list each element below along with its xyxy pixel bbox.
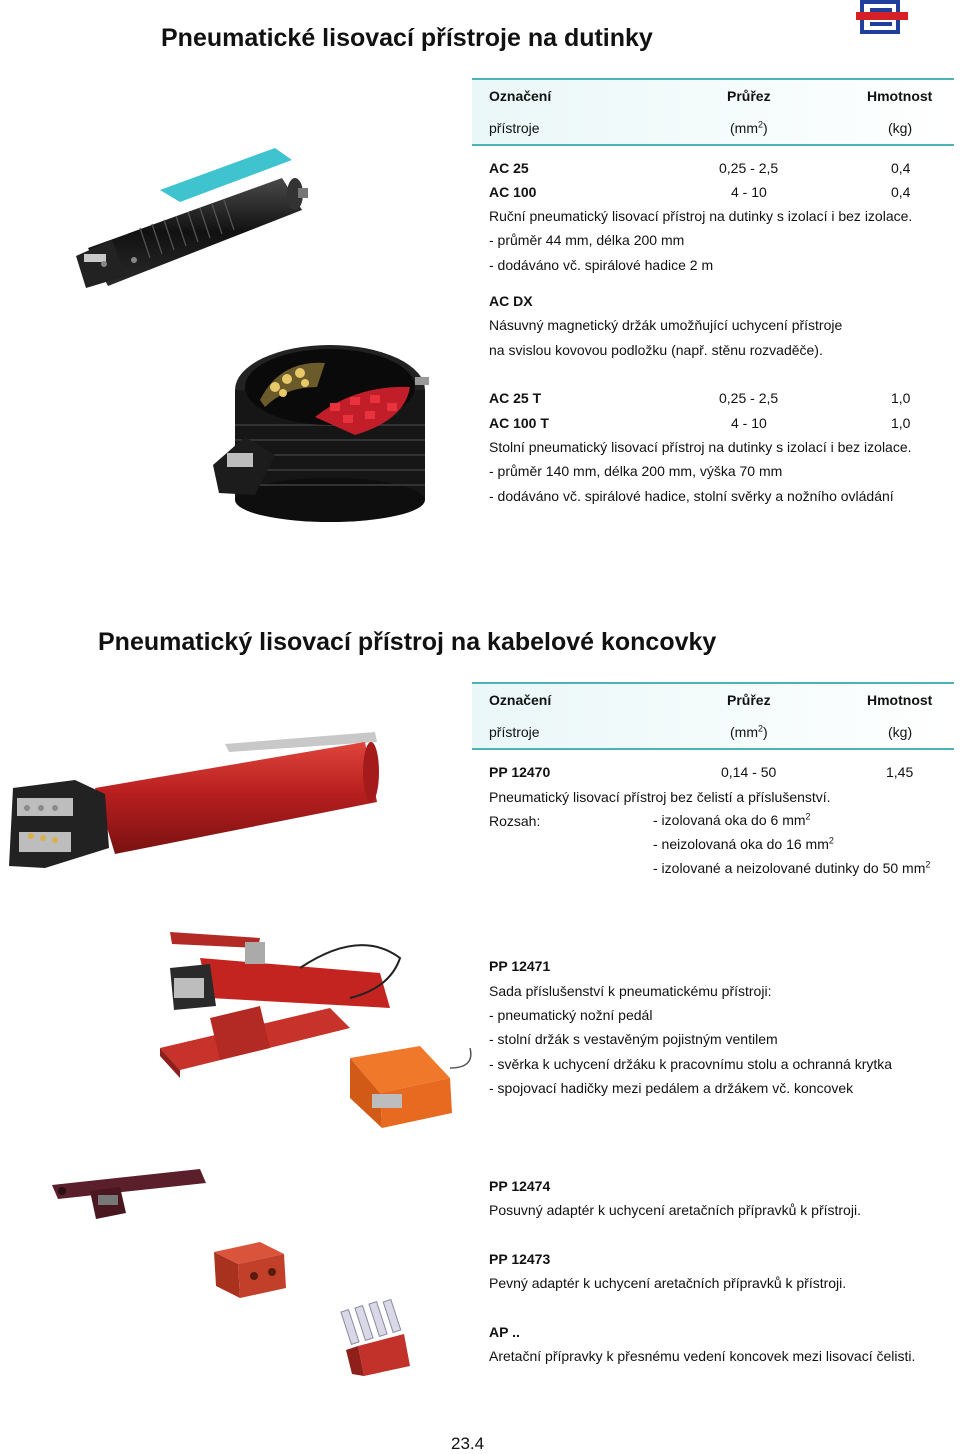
header-cross-section: Průřez <box>727 692 771 708</box>
product-name: AC DX <box>489 293 533 309</box>
header-weight: Hmotnost <box>867 88 933 104</box>
product-name: PP 12471 <box>489 958 551 974</box>
section1-title: Pneumatické lisovací přístroje na dutinky <box>161 24 653 52</box>
desc-line: - průměr 44 mm, délka 200 mm <box>489 232 685 248</box>
product-name: AC 100 T <box>489 415 549 431</box>
product-weight: 1,45 <box>886 764 914 780</box>
desc-line: Sada příslušenství k pneumatickému přístroji: <box>489 983 772 999</box>
product-name: AC 100 <box>489 184 537 200</box>
product-weight: 0,4 <box>891 184 911 200</box>
header-designation: Označení <box>489 692 552 708</box>
header-weight: Hmotnost <box>867 692 933 708</box>
section1-table-header <box>472 78 954 146</box>
product-name: AC 25 T <box>489 390 542 406</box>
cable-lug-crimper-image <box>5 728 385 878</box>
product-name: AC 25 <box>489 160 529 176</box>
sliding-adapter-image <box>50 1165 210 1235</box>
range-item: - izolovaná oka do 6 $mm^2$ <box>653 811 811 828</box>
header-designation-sub: přístroje <box>489 724 540 740</box>
product-name: PP 12470 <box>489 764 551 780</box>
desc-line: - dodáváno vč. spirálové hadice, stolní svěrky a nožního ovládání <box>489 488 894 504</box>
page-number: 23.4 <box>451 1434 485 1453</box>
section2-table-header <box>472 682 954 750</box>
product-range: 0,25 - 2,5 <box>719 160 779 176</box>
fixed-adapter-image <box>210 1238 290 1300</box>
desc-line: Stolní pneumatický lisovací přístroj na dutinky s izolací i bez izolace. <box>489 439 912 455</box>
company-logo <box>856 0 908 36</box>
product-range: 0,14 - 50 <box>721 764 777 780</box>
product-range: 4 - 10 <box>731 415 767 431</box>
desc-line: Pevný adaptér k uchycení aretačních přípravků k přístroji. <box>489 1275 847 1291</box>
product-weight: 1,0 <box>891 415 911 431</box>
product-name: PP 12474 <box>489 1178 551 1194</box>
product-name: AP .. <box>489 1324 520 1340</box>
desc-line: na svislou kovovou podložku (např. stěnu rozvaděče). <box>489 342 823 358</box>
desc-line: - stolní držák s vestavěným pojistným ventilem <box>489 1031 778 1047</box>
desc-line: - svěrka k uchycení držáku k pracovnímu stolu a ochranná krytka <box>489 1056 893 1072</box>
desc-line: Aretační přípravky k přesnému vedení koncovek mezi lisovací čelisti. <box>489 1348 916 1364</box>
header-cross-section-unit: $(mm^2)$ <box>730 723 768 740</box>
desc-line: - průměr 140 mm, délka 200 mm, výška 70 mm <box>489 463 783 479</box>
header-weight-unit: (kg) <box>888 120 913 136</box>
crimp-locator-image <box>338 1300 414 1378</box>
desc-line: Násuvný magnetický držák umožňující uchycení přístroje <box>489 317 843 333</box>
desc-line: Posuvný adaptér k uchycení aretačních přípravků k přístroji. <box>489 1202 861 1218</box>
desc-line: Ruční pneumatický lisovací přístroj na dutinky s izolací i bez izolace. <box>489 208 913 224</box>
product-range: 0,25 - 2,5 <box>719 390 779 406</box>
desc-line: - pneumatický nožní pedál <box>489 1007 653 1023</box>
range-item: - neizolovaná oka do 16 $mm^2$ <box>653 835 834 852</box>
accessory-set-image <box>150 928 480 1138</box>
header-cross-section: Průřez <box>727 88 771 104</box>
header-designation-sub: přístroje <box>489 120 540 136</box>
header-designation: Označení <box>489 88 552 104</box>
product-weight: 0,4 <box>891 160 911 176</box>
desc-line: - dodáváno vč. spirálové hadice 2 m <box>489 257 714 273</box>
section2-title: Pneumatický lisovací přístroj na kabelové koncovky <box>98 628 717 656</box>
range-label: Rozsah: <box>489 813 541 829</box>
header-cross-section-unit: $(mm^2)$ <box>730 119 768 136</box>
desc-line: Pneumatický lisovací přístroj bez čelistí a příslušenství. <box>489 789 831 805</box>
product-weight: 1,0 <box>891 390 911 406</box>
range-item: - izolované a neizolované dutinky do 50 $mm^2$ <box>653 859 931 876</box>
table-crimper-image <box>205 325 435 525</box>
product-range: 4 - 10 <box>731 184 767 200</box>
handheld-crimper-image <box>70 140 310 290</box>
product-name: PP 12473 <box>489 1251 551 1267</box>
desc-line: - spojovací hadičky mezi pedálem a držákem vč. koncovek <box>489 1080 854 1096</box>
header-weight-unit: (kg) <box>888 724 913 740</box>
